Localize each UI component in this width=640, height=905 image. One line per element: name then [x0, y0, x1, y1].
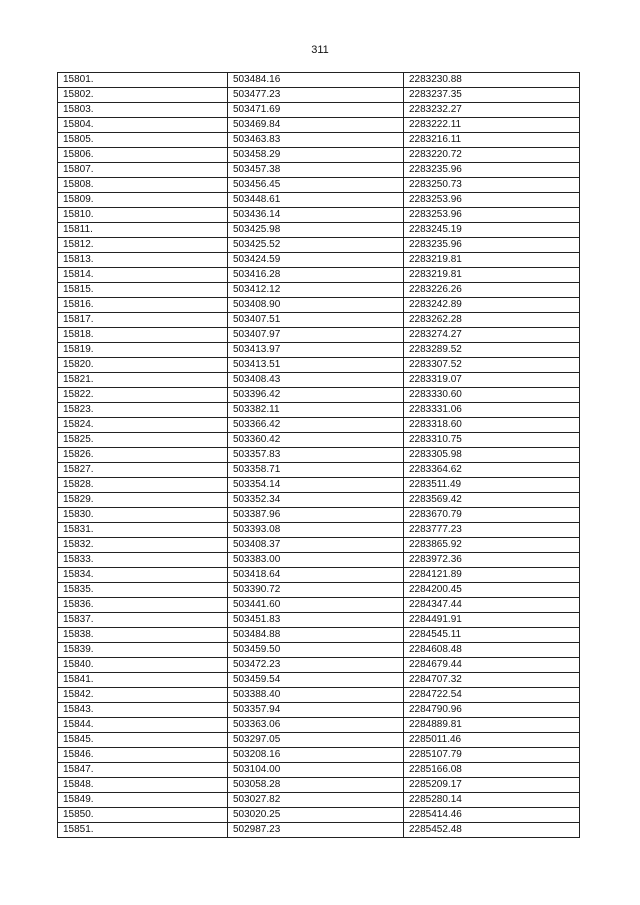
- table-row: [58, 748, 580, 763]
- x-coordinate-cell: 503407.51: [228, 313, 404, 328]
- table-row: [58, 703, 580, 718]
- y-coordinate-cell: 2283235.96: [404, 238, 580, 253]
- x-coordinate-cell: 503458.29: [228, 148, 404, 163]
- table-row: [58, 688, 580, 703]
- point-number-cell: 15818.: [58, 328, 228, 343]
- x-coordinate-cell: 503357.94: [228, 703, 404, 718]
- x-coordinate-cell: 503027.82: [228, 793, 404, 808]
- point-number-cell: 15820.: [58, 358, 228, 373]
- table-row: [58, 718, 580, 733]
- point-number-cell: 15823.: [58, 403, 228, 418]
- x-coordinate-cell: 503407.97: [228, 328, 404, 343]
- table-row: [58, 208, 580, 223]
- table-row: [58, 118, 580, 133]
- point-number-cell: 15833.: [58, 553, 228, 568]
- point-number-cell: 15817.: [58, 313, 228, 328]
- x-coordinate-cell: 503459.54: [228, 673, 404, 688]
- y-coordinate-cell: 2285166.08: [404, 763, 580, 778]
- y-coordinate-cell: 2283318.60: [404, 418, 580, 433]
- x-coordinate-cell: 503463.83: [228, 133, 404, 148]
- point-number-cell: 15801.: [58, 73, 228, 88]
- point-number-cell: 15845.: [58, 733, 228, 748]
- y-coordinate-cell: 2283972.36: [404, 553, 580, 568]
- x-coordinate-cell: 503366.42: [228, 418, 404, 433]
- y-coordinate-cell: 2283235.96: [404, 163, 580, 178]
- x-coordinate-cell: 503382.11: [228, 403, 404, 418]
- table-row: [58, 508, 580, 523]
- table-row: [58, 358, 580, 373]
- y-coordinate-cell: 2283230.88: [404, 73, 580, 88]
- point-number-cell: 15825.: [58, 433, 228, 448]
- y-coordinate-cell: 2283331.06: [404, 403, 580, 418]
- x-coordinate-cell: 503297.05: [228, 733, 404, 748]
- point-number-cell: 15838.: [58, 628, 228, 643]
- point-number-cell: 15831.: [58, 523, 228, 538]
- y-coordinate-cell: 2283253.96: [404, 208, 580, 223]
- table-row: [58, 133, 580, 148]
- y-coordinate-cell: 2285011.46: [404, 733, 580, 748]
- point-number-cell: 15836.: [58, 598, 228, 613]
- table-row: [58, 583, 580, 598]
- y-coordinate-cell: 2283330.60: [404, 388, 580, 403]
- y-coordinate-cell: 2283319.07: [404, 373, 580, 388]
- table-row: [58, 463, 580, 478]
- page-number: 311: [311, 44, 329, 56]
- x-coordinate-cell: 503354.14: [228, 478, 404, 493]
- point-number-cell: 15805.: [58, 133, 228, 148]
- x-coordinate-cell: 503408.43: [228, 373, 404, 388]
- x-coordinate-cell: 503020.25: [228, 808, 404, 823]
- x-coordinate-cell: 503393.08: [228, 523, 404, 538]
- y-coordinate-cell: 2283226.26: [404, 283, 580, 298]
- point-number-cell: 15813.: [58, 253, 228, 268]
- y-coordinate-cell: 2285107.79: [404, 748, 580, 763]
- point-number-cell: 15806.: [58, 148, 228, 163]
- point-number-cell: 15826.: [58, 448, 228, 463]
- y-coordinate-cell: 2284491.91: [404, 613, 580, 628]
- x-coordinate-cell: 503387.96: [228, 508, 404, 523]
- x-coordinate-cell: 503413.97: [228, 343, 404, 358]
- point-number-cell: 15809.: [58, 193, 228, 208]
- table-row: [58, 283, 580, 298]
- point-number-cell: 15807.: [58, 163, 228, 178]
- y-coordinate-cell: 2283305.98: [404, 448, 580, 463]
- point-number-cell: 15812.: [58, 238, 228, 253]
- table-row: [58, 643, 580, 658]
- point-number-cell: 15837.: [58, 613, 228, 628]
- y-coordinate-cell: 2284679.44: [404, 658, 580, 673]
- x-coordinate-cell: 503436.14: [228, 208, 404, 223]
- table-row: [58, 628, 580, 643]
- table-row: [58, 388, 580, 403]
- table-row: [58, 613, 580, 628]
- point-number-cell: 15808.: [58, 178, 228, 193]
- x-coordinate-cell: 503416.28: [228, 268, 404, 283]
- table-row: [58, 493, 580, 508]
- table-row: [58, 343, 580, 358]
- y-coordinate-cell: 2283511.49: [404, 478, 580, 493]
- x-coordinate-cell: 503352.34: [228, 493, 404, 508]
- table-row: [58, 778, 580, 793]
- point-number-cell: 15834.: [58, 568, 228, 583]
- table-row: [58, 298, 580, 313]
- table-row: [58, 478, 580, 493]
- point-number-cell: 15811.: [58, 223, 228, 238]
- y-coordinate-cell: 2283222.11: [404, 118, 580, 133]
- table-row: [58, 553, 580, 568]
- x-coordinate-cell: 503469.84: [228, 118, 404, 133]
- table-row: [58, 313, 580, 328]
- point-number-cell: 15840.: [58, 658, 228, 673]
- point-number-cell: 15846.: [58, 748, 228, 763]
- x-coordinate-cell: 503472.23: [228, 658, 404, 673]
- point-number-cell: 15849.: [58, 793, 228, 808]
- y-coordinate-cell: 2283245.19: [404, 223, 580, 238]
- table-row: [58, 268, 580, 283]
- x-coordinate-cell: 503413.51: [228, 358, 404, 373]
- y-coordinate-cell: 2284545.11: [404, 628, 580, 643]
- table-row: [58, 448, 580, 463]
- y-coordinate-cell: 2283262.28: [404, 313, 580, 328]
- table-row: [58, 373, 580, 388]
- y-coordinate-cell: 2283307.52: [404, 358, 580, 373]
- coordinates-table: [57, 72, 580, 838]
- point-number-cell: 15847.: [58, 763, 228, 778]
- x-coordinate-cell: 503425.52: [228, 238, 404, 253]
- y-coordinate-cell: 2284608.48: [404, 643, 580, 658]
- x-coordinate-cell: 503471.69: [228, 103, 404, 118]
- point-number-cell: 15839.: [58, 643, 228, 658]
- point-number-cell: 15814.: [58, 268, 228, 283]
- x-coordinate-cell: 503484.88: [228, 628, 404, 643]
- table-row: [58, 193, 580, 208]
- x-coordinate-cell: 503456.45: [228, 178, 404, 193]
- point-number-cell: 15843.: [58, 703, 228, 718]
- y-coordinate-cell: 2284200.45: [404, 583, 580, 598]
- y-coordinate-cell: 2283250.73: [404, 178, 580, 193]
- point-number-cell: 15827.: [58, 463, 228, 478]
- x-coordinate-cell: 503208.16: [228, 748, 404, 763]
- x-coordinate-cell: 503408.37: [228, 538, 404, 553]
- x-coordinate-cell: 503363.06: [228, 718, 404, 733]
- y-coordinate-cell: 2284121.89: [404, 568, 580, 583]
- y-coordinate-cell: 2283219.81: [404, 253, 580, 268]
- point-number-cell: 15821.: [58, 373, 228, 388]
- y-coordinate-cell: 2283310.75: [404, 433, 580, 448]
- y-coordinate-cell: 2283865.92: [404, 538, 580, 553]
- table-row: [58, 163, 580, 178]
- point-number-cell: 15848.: [58, 778, 228, 793]
- point-number-cell: 15802.: [58, 88, 228, 103]
- table-row: [58, 598, 580, 613]
- point-number-cell: 15822.: [58, 388, 228, 403]
- table-row: [58, 763, 580, 778]
- point-number-cell: 15804.: [58, 118, 228, 133]
- y-coordinate-cell: 2283253.96: [404, 193, 580, 208]
- table-row: [58, 103, 580, 118]
- x-coordinate-cell: 503418.64: [228, 568, 404, 583]
- y-coordinate-cell: 2283670.79: [404, 508, 580, 523]
- point-number-cell: 15828.: [58, 478, 228, 493]
- y-coordinate-cell: 2284347.44: [404, 598, 580, 613]
- x-coordinate-cell: 503104.00: [228, 763, 404, 778]
- x-coordinate-cell: 503459.50: [228, 643, 404, 658]
- table-row: [58, 238, 580, 253]
- table-row: [58, 823, 580, 838]
- table-row: [58, 433, 580, 448]
- y-coordinate-cell: 2283232.27: [404, 103, 580, 118]
- table-row: [58, 538, 580, 553]
- x-coordinate-cell: 502987.23: [228, 823, 404, 838]
- y-coordinate-cell: 2284707.32: [404, 673, 580, 688]
- x-coordinate-cell: 503424.59: [228, 253, 404, 268]
- coordinates-table-body: [58, 73, 580, 838]
- x-coordinate-cell: 503358.71: [228, 463, 404, 478]
- y-coordinate-cell: 2283216.11: [404, 133, 580, 148]
- x-coordinate-cell: 503425.98: [228, 223, 404, 238]
- x-coordinate-cell: 503383.00: [228, 553, 404, 568]
- table-row: [58, 808, 580, 823]
- x-coordinate-cell: 503441.60: [228, 598, 404, 613]
- y-coordinate-cell: 2285414.46: [404, 808, 580, 823]
- table-row: [58, 403, 580, 418]
- point-number-cell: 15844.: [58, 718, 228, 733]
- x-coordinate-cell: 503451.83: [228, 613, 404, 628]
- x-coordinate-cell: 503408.90: [228, 298, 404, 313]
- table-row: [58, 88, 580, 103]
- x-coordinate-cell: 503360.42: [228, 433, 404, 448]
- table-row: [58, 223, 580, 238]
- point-number-cell: 15851.: [58, 823, 228, 838]
- table-row: [58, 178, 580, 193]
- point-number-cell: 15829.: [58, 493, 228, 508]
- x-coordinate-cell: 503457.38: [228, 163, 404, 178]
- table-row: [58, 73, 580, 88]
- table-row: [58, 793, 580, 808]
- table-row: [58, 148, 580, 163]
- x-coordinate-cell: 503448.61: [228, 193, 404, 208]
- y-coordinate-cell: 2283219.81: [404, 268, 580, 283]
- point-number-cell: 15810.: [58, 208, 228, 223]
- table-row: [58, 568, 580, 583]
- x-coordinate-cell: 503484.16: [228, 73, 404, 88]
- y-coordinate-cell: 2284889.81: [404, 718, 580, 733]
- table-row: [58, 658, 580, 673]
- point-number-cell: 15819.: [58, 343, 228, 358]
- point-number-cell: 15835.: [58, 583, 228, 598]
- x-coordinate-cell: 503396.42: [228, 388, 404, 403]
- y-coordinate-cell: 2283364.62: [404, 463, 580, 478]
- x-coordinate-cell: 503477.23: [228, 88, 404, 103]
- x-coordinate-cell: 503412.12: [228, 283, 404, 298]
- y-coordinate-cell: 2285209.17: [404, 778, 580, 793]
- y-coordinate-cell: 2284790.96: [404, 703, 580, 718]
- table-row: [58, 673, 580, 688]
- y-coordinate-cell: 2283569.42: [404, 493, 580, 508]
- x-coordinate-cell: 503388.40: [228, 688, 404, 703]
- point-number-cell: 15832.: [58, 538, 228, 553]
- table-row: [58, 418, 580, 433]
- y-coordinate-cell: 2283242.89: [404, 298, 580, 313]
- point-number-cell: 15803.: [58, 103, 228, 118]
- y-coordinate-cell: 2284722.54: [404, 688, 580, 703]
- point-number-cell: 15824.: [58, 418, 228, 433]
- y-coordinate-cell: 2283237.35: [404, 88, 580, 103]
- table-row: [58, 733, 580, 748]
- x-coordinate-cell: 503058.28: [228, 778, 404, 793]
- y-coordinate-cell: 2285452.48: [404, 823, 580, 838]
- y-coordinate-cell: 2283274.27: [404, 328, 580, 343]
- point-number-cell: 15816.: [58, 298, 228, 313]
- point-number-cell: 15850.: [58, 808, 228, 823]
- y-coordinate-cell: 2283777.23: [404, 523, 580, 538]
- point-number-cell: 15841.: [58, 673, 228, 688]
- table-row: [58, 523, 580, 538]
- point-number-cell: 15842.: [58, 688, 228, 703]
- y-coordinate-cell: 2285280.14: [404, 793, 580, 808]
- table-row: [58, 328, 580, 343]
- point-number-cell: 15815.: [58, 283, 228, 298]
- x-coordinate-cell: 503390.72: [228, 583, 404, 598]
- x-coordinate-cell: 503357.83: [228, 448, 404, 463]
- table-row: [58, 253, 580, 268]
- y-coordinate-cell: 2283289.52: [404, 343, 580, 358]
- y-coordinate-cell: 2283220.72: [404, 148, 580, 163]
- point-number-cell: 15830.: [58, 508, 228, 523]
